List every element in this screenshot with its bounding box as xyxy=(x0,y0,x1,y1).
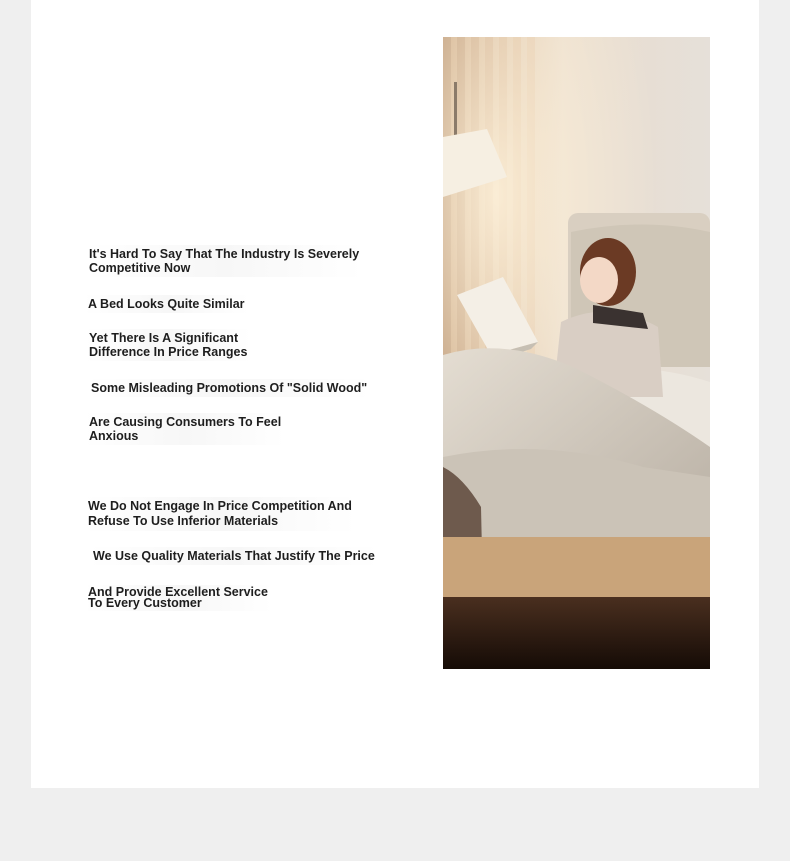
statement-consumers-anxious: Are Causing Consumers To Feel Anxious xyxy=(85,413,285,445)
content-card xyxy=(31,0,759,788)
statement-quality-materials: We Use Quality Materials That Justify The Price xyxy=(89,547,379,565)
statement-bed-similar: A Bed Looks Quite Similar xyxy=(84,295,249,313)
statement-excellent-service: And Provide Excellent Service To Every Customer xyxy=(84,585,272,611)
woman-reading-in-bed-photo xyxy=(443,37,710,669)
statement-misleading-promotions: Some Misleading Promotions Of "Solid Wood" xyxy=(87,379,371,397)
statement-price-difference: Yet There Is A Significant Difference In Price Ranges xyxy=(85,329,251,361)
statement-industry-competitive: It's Hard To Say That The Industry Is Severely Competitive Now xyxy=(85,245,363,277)
statement-no-price-competition: We Do Not Engage In Price Competition And Refuse To Use Inferior Materials xyxy=(84,497,356,531)
